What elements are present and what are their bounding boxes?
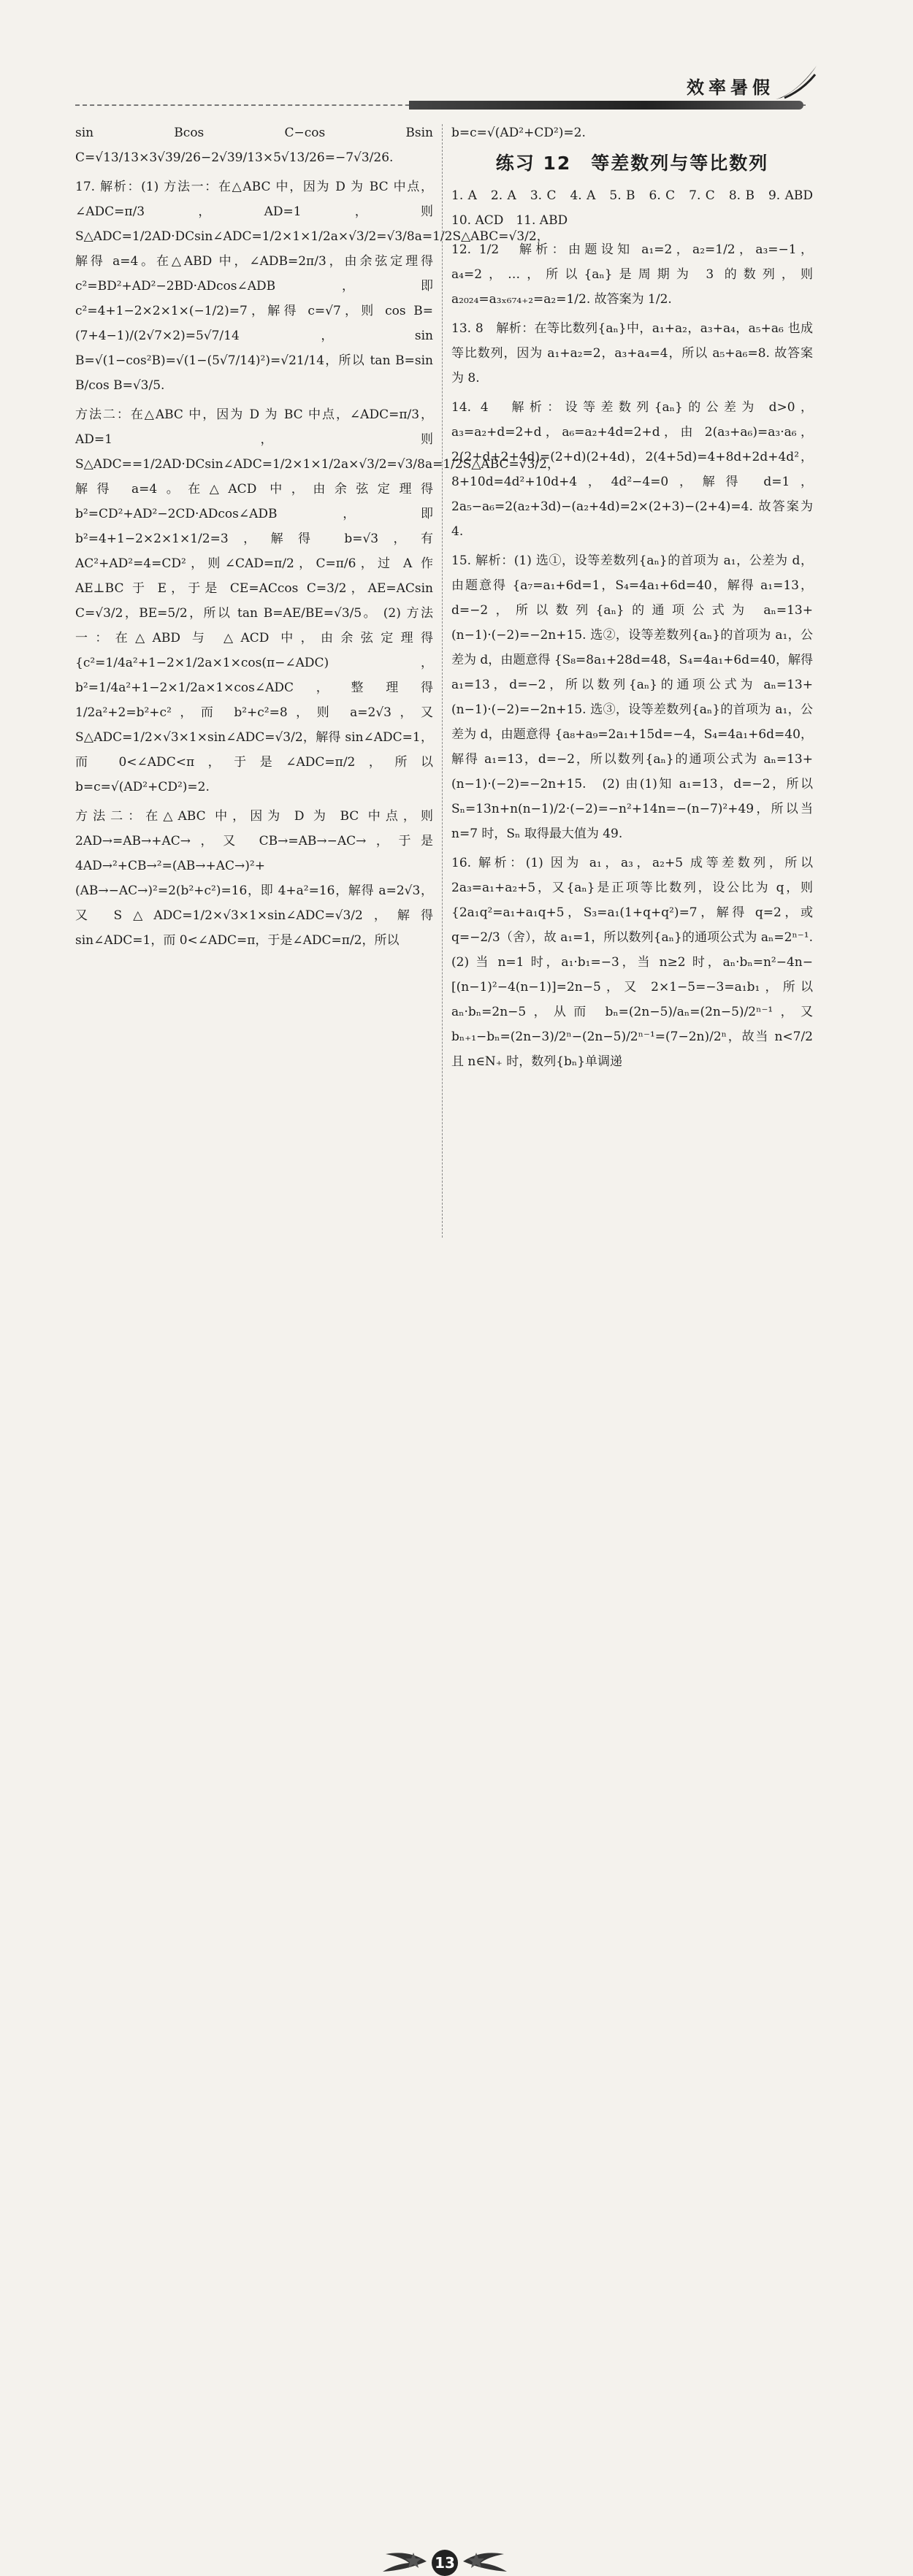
right-column: [451, 120, 825, 1078]
section-title: 练习 12 等差数列与等比数列: [495, 153, 769, 174]
left-paragraph: 方法二：在△ABC 中，因为 D 为 BC 中点，则 2AD→=AB→+AC→，又 CB→=AB→−AC→，于是 4AD→²+CB→²=(AB→+AC→)²+(AB→−AC→)²=2(b²+c²)=16，即 4+a²=16，解得 a=2√3，又 S△ADC=1/2×√3×1×sin∠ADC=√3/2，解得 sin∠ADC=1，而 0<∠ADC=π，于是∠ADC=π/2，所以: [75, 809, 433, 948]
column-divider: [442, 124, 443, 1238]
left-paragraph: 方法二：在△ABC 中，因为 D 为 BC 中点，∠ADC=π/3，AD=1，则 S△ADC==1/2AD·DCsin∠ADC=1/2×1×1/2a×√3/2=√3/8a=1/2S△ABC=√3/2，解得 a=4。在△ACD 中，由余弦定理得 b²=CD²+AD²−2CD·ADcos∠ADB，即 b²=4+1−2×2×1×1/2=3，解得 b=√3，有 AC²+AD²=4=CD²，则∠CAD=π/2，C=π/6，过 A 作 AE⊥BC 于 E，于是 CE=ACcos C=3/2，AE=ACsin C=√3/2，BE=5/2，所以 tan B=AE/BE=√3/5。 (2) 方法一：在△ABD 与 △ACD 中，由余弦定理得 {c²=1/4a²+1−2×1/2a×1×cos(π−∠ADC)，b²=1/4a²+1−2×1/2a×1×cos∠ADC，整理得 1/2a²+2=b²+c²，而 b²+c²=8，则 a=2√3，又 S△ADC=1/2×√3×1×sin∠ADC=√3/2，解得 sin∠ADC=1，而 0<∠ADC<π，于是∠ADC=π/2，所以 b=c=√(AD²+CD²)=2.: [75, 407, 559, 794]
right-paragraph: 16. 解析：(1) 因为 a₁，a₃，a₂+5 成等差数列，所以 2a₃=a₁+a₂+5，又{aₙ}是正项等比数列，设公比为 q，则 {2a₁q²=a₁+a₁q+5，S₃=a₁(1+q+q²)=7，解得 q=2，或 q=−2/3（舍），故 a₁=1，所以数列{aₙ}的通项公式为 aₙ=2ⁿ⁻¹. (2) 当 n=1 时，a₁·b₁=−3，当 n≥2 时，aₙ·bₙ=n²−4n−[(n−1)²−4(n−1)]=2n−5，又 2×1−5=−3=a₁b₁，所以 aₙ·bₙ=2n−5，从而 bₙ=(2n−5)/aₙ=(2n−5)/2ⁿ⁻¹，又 bₙ₊₁−bₙ=(2n−3)/2ⁿ−(2n−5)/2ⁿ⁻¹=(7−2n)/2ⁿ，故当 n<7/2 且 n∈N₊ 时，数列{bₙ}单调递: [451, 856, 825, 1069]
page-footer: [0, 1270, 913, 2572]
right-paragraph: 13. 8 解析：在等比数列{aₙ}中，a₁+a₂，a₃+a₄，a₅+a₆ 也成等比数列，因为 a₁+a₂=2，a₃+a₄=4，所以 a₅+a₆=8. 故答案为 8.: [451, 321, 813, 386]
page-number: 13: [432, 2550, 458, 2576]
right-paragraph: 15. 解析：(1) 选①，设等差数列{aₙ}的首项为 a₁，公差为 d，由题意得 {a₇=a₁+6d=1，S₄=4a₁+6d=40，解得 a₁=13，d=−2，所以数列{aₙ}的通项公式为 aₙ=13+(n−1)·(−2)=−2n+15. 选②，设等差数列{aₙ}的首项为 a₁，公差为 d，由题意得 {S₈=8a₁+28d=48，S₄=4a₁+6d=40，解得 a₁=13，d=−2，所以数列{aₙ}的通项公式为 aₙ=13+(n−1)·(−2)=−2n+15. 选③，设等差数列{aₙ}的首项为 a₁，公差为 d，由题意得 {a₈+a₉=2a₁+15d=−4，S₄=4a₁+6d=40，解得 a₁=13，d=−2，所以数列{aₙ}的通项公式为 aₙ=13+(n−1)·(−2)=−2n+15. (2) 由(1)知 a₁=13，d=−2，所以 Sₙ=13n+n(n−1)/2·(−2)=−n²+14n=−(n−7)²+49，所以当 n=7 时，Sₙ 取得最大值为 49.: [451, 553, 813, 841]
left-paragraph: sin Bcos C−cos Bsin C=√13/13×3√39/26−2√39/13×5√13/26=−7√3/26.: [75, 126, 433, 165]
right-top-line: b=c=√(AD²+CD²)=2.: [451, 126, 586, 140]
right-paragraph: 12. 1/2 解析：由题设知 a₁=2，a₂=1/2，a₃=−1，a₄=2，…，所以{aₙ}是周期为 3 的数列，则 a₂₀₂₄=a₃ₓ₆₇₄₊₂=a₂=1/2. 故答案为 1/2.: [451, 242, 813, 307]
left-paragraph: 17. 解析：(1) 方法一：在△ABC 中，因为 D 为 BC 中点，∠ADC=π/3，AD=1，则 S△ADC=1/2AD·DCsin∠ADC=1/2×1×1/2a×√3/2=√3/8a=1/2S△ABC=√3/2，解得 a=4。在△ABD 中，∠ADB=2π/3，由余弦定理得 c²=BD²+AD²−2BD·ADcos∠ADB，即 c²=4+1−2×2×1×(−1/2)=7，解得 c=√7，则 cos B=(7+4−1)/(2√7×2)=5√7/14，sin B=√(1−cos²B)=√(1−(5√7/14)²)=√21/14，所以 tan B=sin B/cos B=√3/5.: [75, 180, 549, 393]
left-column: [75, 120, 559, 957]
right-paragraph: 14. 4 解析：设等差数列{aₙ}的公差为 d>0，a₃=a₂+d=2+d，a₆=a₂+4d=2+d，由 2(a₃+a₆)=a₃·a₆，2(2+d+2+4d)=(2+d)(2+4d)，2(4+5d)=4+8d+2d+4d²，8+10d=4d²+10d+4，4d²−4=0，解得 d=1，2a₅−a₆=2(a₂+3d)−(a₂+4d)=2×(2+3)−(2+4)=4. 故答案为 4.: [451, 400, 813, 539]
ornament-left-icon: [380, 2547, 428, 2576]
brand-title: 效率暑假: [687, 77, 774, 98]
header-thick-rule: [409, 101, 803, 110]
swoosh-logo-icon: [774, 64, 818, 101]
page-header: [0, 0, 913, 117]
ornament-right-icon: [462, 2547, 510, 2576]
answer-list: 1. A 2. A 3. C 4. A 5. B 6. C 7. C 8. B 9. ABD 10. ACD 11. ABD: [451, 188, 825, 228]
